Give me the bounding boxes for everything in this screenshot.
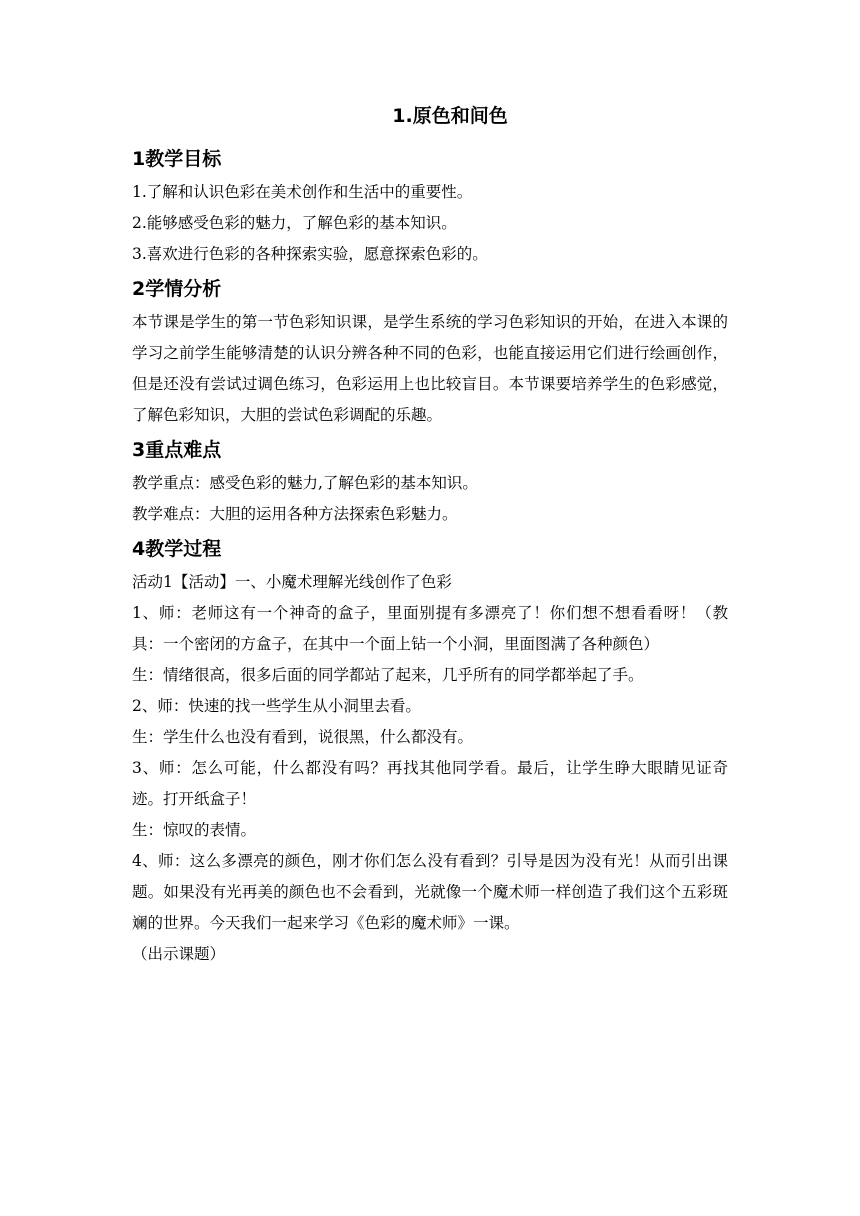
process-step: 3、师：怎么可能，什么都没有吗？再找其他同学看。最后，让学生睁大眼睛见证奇迹。打开纸盒子！ [132, 759, 728, 808]
objective-item: 3.喜欢进行色彩的各种探索实验，愿意探索色彩的。 [132, 245, 488, 263]
process-note: （出示课题） [132, 945, 226, 963]
objective-item: 1.了解和认识色彩在美术创作和生活中的重要性。 [132, 183, 473, 201]
key-point-item: 教学难点：大胆的运用各种方法探索色彩魅力。 [132, 505, 458, 523]
process-response: 生：学生什么也没有看到，说很黑，什么都没有。 [132, 728, 474, 746]
process-step: 2、师：快速的找一些学生从小洞里去看。 [132, 697, 421, 715]
process-response: 生：惊叹的表情。 [132, 821, 257, 839]
process-response: 生：情绪很高，很多后面的同学都站了起来，几乎所有的同学都举起了手。 [132, 666, 644, 684]
process-step: 4、师：这么多漂亮的颜色，刚才你们怎么没有看到？引导是因为没有光！从而引出课题。如果没有光再美的颜色也不会看到，光就像一个魔术师一样创造了我们这个五彩斑斓的世界。今天我们一起来学习《色彩的魔术师》一课。 [132, 852, 728, 932]
process-activity-title: 活动1【活动】一、小魔术理解光线创作了色彩 [132, 573, 452, 591]
process-step: 1、师：老师这有一个神奇的盒子，里面别提有多漂亮了！你们想不想看看呀！（教具：一个密闭的方盒子，在其中一个面上钻一个小洞，里面图满了各种颜色） [132, 604, 728, 653]
document-title: 1.原色和间色 [392, 105, 508, 127]
section-heading-process: 4教学过程 [132, 538, 222, 560]
key-point-item: 教学重点：感受色彩的魅力,了解色彩的基本知识。 [132, 474, 478, 492]
document-body [132, 100, 728, 970]
analysis-paragraph: 本节课是学生的第一节色彩知识课，是学生系统的学习色彩知识的开始，在进入本课的学习之前学生能够清楚的认识分辨各种不同的色彩，也能直接运用它们进行绘画创作，但是还没有尝试过调色练习，色彩运用上也比较盲目。本节课要培养学生的色彩感觉，了解色彩知识，大胆的尝试色彩调配的乐趣。 [132, 313, 728, 424]
objective-item: 2.能够感受色彩的魅力，了解色彩的基本知识。 [132, 214, 457, 232]
section-heading-analysis: 2学情分析 [132, 278, 222, 300]
section-heading-objectives: 1教学目标 [132, 148, 222, 170]
section-heading-key-points: 3重点难点 [132, 439, 222, 461]
